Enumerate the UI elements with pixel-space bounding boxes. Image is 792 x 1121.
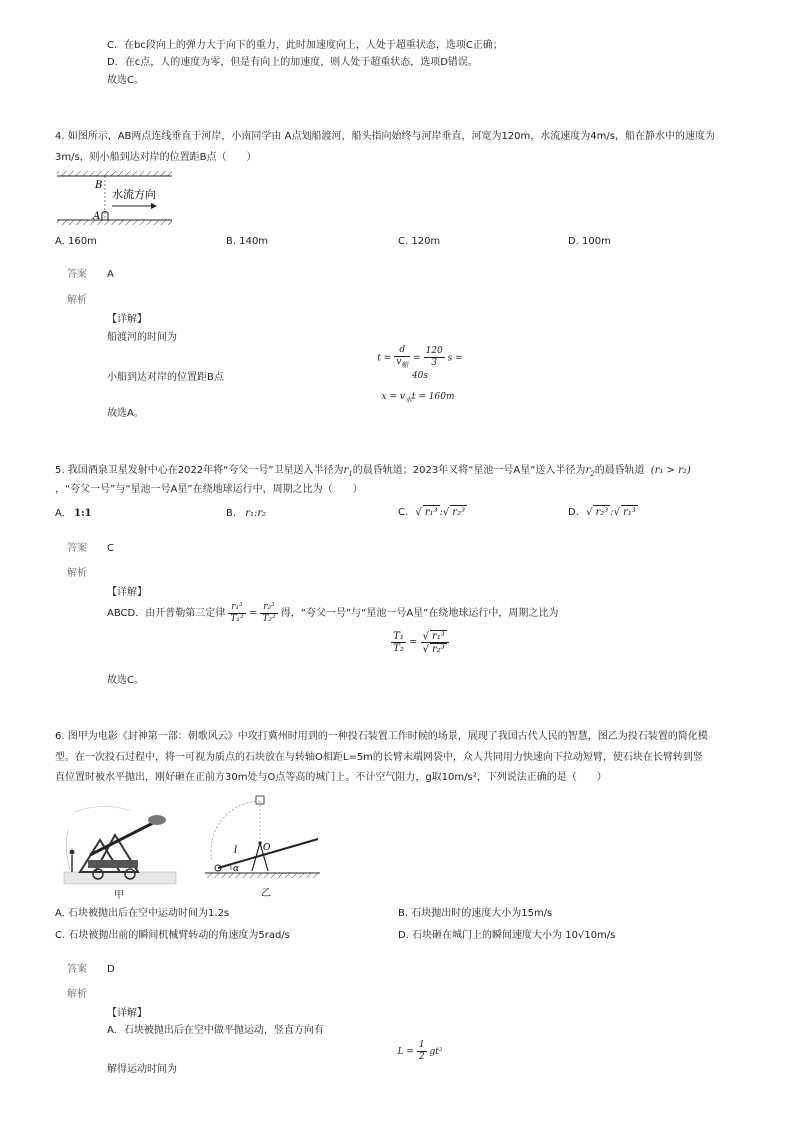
q6-step2: 解得运动时间为: [107, 1064, 177, 1075]
q4-option-c[interactable]: C. 120m: [398, 236, 441, 247]
q4-answer-label: 答案: [67, 269, 87, 280]
q6-option-b[interactable]: B. 石块抛出时的速度大小为15m/s: [398, 908, 553, 919]
q6-fig-label-alpha: α: [233, 864, 240, 874]
q4-answer: A: [107, 269, 114, 280]
q5-option-d[interactable]: D. √ r₂³ :√ r₁³: [568, 507, 636, 518]
q6-step1: A．石块被抛出后在空中做平抛运动，竖直方向有: [107, 1025, 324, 1036]
q6-option-c[interactable]: C. 石块被抛出前的瞬间机械臂转动的角速度为5rad/s: [55, 930, 290, 941]
q6-analysis-label: 解析: [67, 989, 87, 1000]
q5-option-b[interactable]: B. r₁:r₂: [226, 508, 267, 519]
q5-stem-line1: 5. 我国酒泉卫星发射中心在2022年将“夸父一号”卫星送入半径为$r_1$的晨昏轨道；2023年又将“星池一号A星”送入半径为$r_2$的晨昏轨道 (r₁ > r₂): [55, 465, 691, 478]
q4-flow-label: 水流方向: [112, 188, 156, 201]
q4-detail-title: 【详解】: [107, 314, 147, 325]
q6-detail-title: 【详解】: [107, 1008, 147, 1019]
q5-detail-title: 【详解】: [107, 587, 147, 598]
q4-river-figure: [55, 168, 175, 226]
q4-analysis-label: 解析: [67, 295, 87, 306]
q6-stem-line3: 直位置时被水平抛出，刚好砸在正前方30m处与O点等高的城门上。不计空气阻力，g取10m/s²，下列说法正确的是（ ）: [55, 772, 607, 783]
q6-fig-label-yi: 乙: [261, 888, 271, 899]
q6-fig-label-l: l: [234, 845, 238, 856]
q4-formula-time: t = $\frac{d}{v_船}$ = $\frac{120}{3}$ s = 40s: [377, 345, 463, 381]
q6-option-d[interactable]: D. 石块砸在城门上的瞬间速度大小为 10√10m/s: [398, 930, 616, 941]
q4-option-b[interactable]: B. 140m: [226, 236, 269, 247]
q4-near-bank: [57, 220, 172, 225]
q4-label-b: B: [95, 180, 103, 191]
q4-label-a: A: [93, 211, 101, 222]
q4-formula-distance: $x = v_水t = 160m$: [381, 392, 455, 404]
q6-catapult-model-diagram: [200, 793, 325, 881]
q5-analysis-label: 解析: [67, 568, 87, 579]
q4-step2: 小船到达对岸的位置距B点: [107, 372, 224, 383]
q5-stem-line2: ，“夸父一号”与“星池一号A星”在绕地球运行中，周期之比为（ ）: [55, 484, 363, 495]
q6-stem-line1: 6. 图甲为电影《封神第一部：朝歌风云》中攻打冀州时用到的一种投石装置工作时候的场景，展现了我国古代人民的智慧，图乙为投石装置的简化模: [55, 731, 708, 742]
q4-stem-line2: 3m/s，则小船到达对岸的位置距B点（ ）: [55, 152, 257, 163]
q4-step1: 船渡河的时间为: [107, 332, 177, 343]
q6-fig-label-o: O: [263, 843, 271, 853]
q5-period-ratio-formula: $\frac{\text{T₁}}{\text{T₂}}$ = $\frac{\text{√ r₁³}}{\text{√ r₂³}}$: [380, 630, 460, 655]
q6-fig-label-jia: 甲: [114, 890, 124, 901]
q4-far-bank: [57, 171, 172, 176]
q4-stem-line1: 4. 如图所示，AB两点连线垂直于河岸，小南同学由 A点划船渡河，船头指向始终与河岸垂直，河宽为120m，水流速度为4m/s，船在静水中的速度为: [55, 131, 715, 142]
q6-catapult-scene-image: [60, 800, 182, 890]
q4-conclusion: 故选A。: [107, 408, 144, 419]
q4-option-d[interactable]: D. 100m: [568, 236, 611, 247]
q3-option-c-explanation: C．在bc段向上的弹力大于向下的重力，此时加速度向上，人处于超重状态，选项C正确；: [107, 40, 503, 51]
q6-answer: D: [107, 964, 115, 975]
q4-option-a[interactable]: A. 160m: [55, 236, 97, 247]
q6-option-a[interactable]: A. 石块被抛出后在空中运动时间为1.2s: [55, 908, 230, 919]
q6-formula-fall: L = $\frac{1}{2}$ gt²: [397, 1040, 443, 1062]
q5-option-a[interactable]: A. 1:1: [55, 508, 92, 519]
q3-option-d-explanation: D．在c点，人的速度为零，但是有向上的加速度，则人处于超重状态，选项D错误。: [107, 57, 478, 68]
q3-conclusion: 故选C。: [107, 75, 144, 86]
q5-answer: C: [107, 543, 114, 554]
q6-answer-label: 答案: [67, 964, 87, 975]
q5-conclusion: 故选C。: [107, 675, 144, 686]
q5-step1: ABCD．由开普勒第三定律 $\frac{\text{r₁³}}{\text{T₁²}}$ = $\frac{\text{r₂³}}{\text{T₂²}}$ 得，“夸父一号”与“星池一号A星”在绕地球运行中，周期之比为: [107, 601, 559, 624]
q5-answer-label: 答案: [67, 543, 87, 554]
q5-option-c[interactable]: C. √ r₁³ :√ r₂³: [398, 507, 466, 518]
q6-stem-line2: 型。在一次投石过程中，将一可视为质点的石块放在与转轴O相距L=5m的长臂末端网袋中，众人共同用力快速向下拉动短臂，使石块在长臂转到竖: [55, 752, 703, 763]
